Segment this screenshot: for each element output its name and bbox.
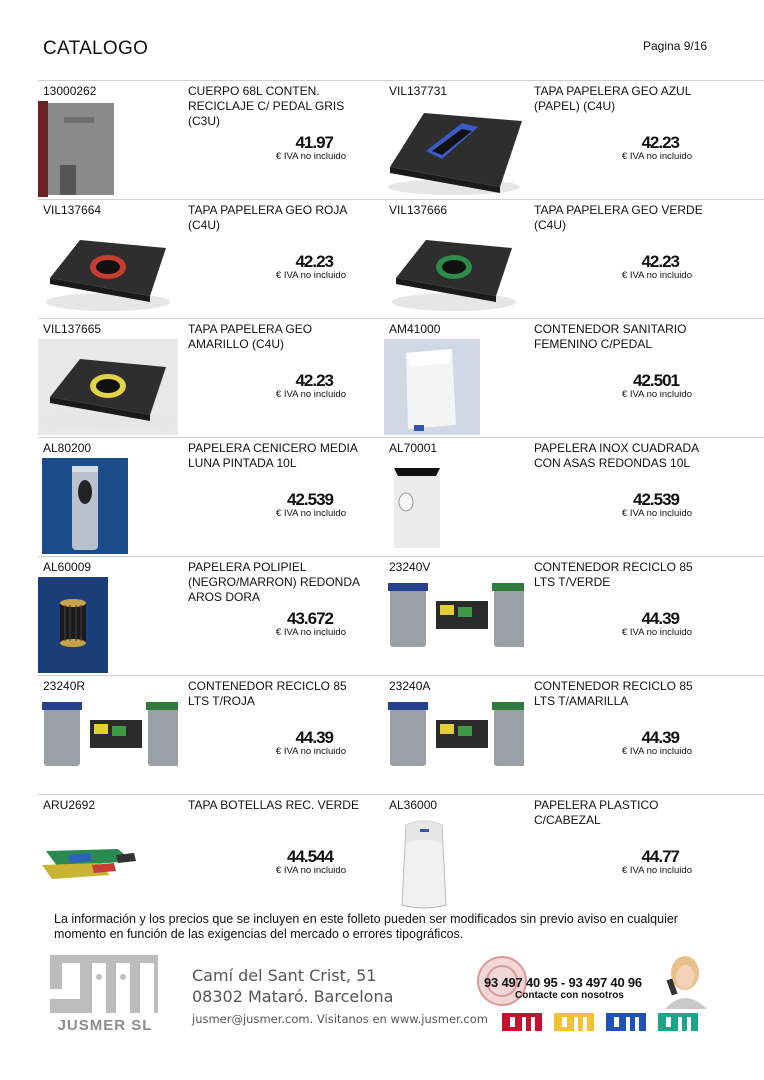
page-number: Pagina 9/16 (643, 39, 708, 53)
address-line-2: 08302 Mataró. Barcelona (192, 987, 394, 1006)
product-row (38, 675, 764, 794)
iva-note: € IVA no incluido (275, 389, 346, 400)
product-code: AL70001 (389, 441, 438, 455)
product-price: 44.77 (641, 847, 679, 866)
product-code: 23240A (389, 679, 431, 693)
product-code: AL36000 (389, 798, 438, 812)
product-code: AL80200 (43, 441, 92, 455)
product-code: 13000262 (43, 84, 97, 98)
product-image (384, 458, 524, 554)
product-price: 42.539 (287, 490, 333, 509)
iva-note: € IVA no incluido (275, 746, 346, 757)
product-description: TAPA PAPELERA GEO VERDE (C4U) (534, 203, 703, 232)
product-code: 23240R (43, 679, 86, 693)
product-image (384, 339, 524, 435)
product-description: CONTENEDOR RECICLO 85 LTS T/AMARILLA (534, 679, 693, 708)
operator-photo (655, 951, 711, 1009)
product-price: 42.501 (633, 371, 679, 390)
product-item (38, 676, 384, 794)
product-description: CONTENEDOR SANITARIO FEMENINO C/PEDAL (534, 322, 687, 351)
product-code: 23240V (389, 560, 431, 574)
product-code: AM41000 (389, 322, 441, 336)
product-price: 44.39 (641, 728, 679, 747)
iva-note: € IVA no incluido (621, 865, 692, 876)
page-title: CATALOGO (43, 38, 149, 59)
iva-note: € IVA no incluido (275, 865, 346, 876)
company-name: JUSMER SL (57, 1017, 153, 1034)
product-price: 42.23 (295, 371, 333, 390)
product-description: TAPA PAPELERA GEO ROJA (C4U) (188, 203, 347, 232)
iva-note: € IVA no incluido (275, 270, 346, 281)
product-description: TAPA BOTELLAS REC. VERDE (188, 798, 359, 812)
product-description: CUERPO 68L CONTEN. RECICLAJE C/ PEDAL GRIS (C3U) (188, 84, 345, 128)
iva-note: € IVA no incluido (621, 627, 692, 638)
contact-label: Contacte con nosotros (515, 990, 624, 1001)
product-item (38, 200, 384, 318)
iva-note: € IVA no incluido (621, 746, 692, 757)
footer (0, 945, 764, 1080)
product-image (384, 696, 524, 792)
product-row (38, 199, 764, 318)
iva-note: € IVA no incluido (621, 389, 692, 400)
product-item (384, 676, 730, 794)
product-image (384, 815, 524, 911)
product-price: 42.23 (295, 252, 333, 271)
product-price: 44.39 (295, 728, 333, 747)
product-row (38, 318, 764, 437)
product-description: CONTENEDOR RECICLO 85 LTS T/ROJA (188, 679, 347, 708)
product-price: 42.539 (633, 490, 679, 509)
product-item (38, 557, 384, 675)
iva-note: € IVA no incluido (275, 627, 346, 638)
product-description: PAPELERA INOX CUADRADA CON ASAS REDONDAS 10L (534, 441, 699, 470)
product-price: 43.672 (287, 609, 333, 628)
product-code: VIL137731 (389, 84, 448, 98)
product-image (384, 577, 524, 673)
address (192, 965, 393, 1007)
iva-note: € IVA no incluido (621, 508, 692, 519)
product-code: VIL137666 (389, 203, 448, 217)
product-row (38, 794, 764, 913)
product-image (38, 101, 178, 197)
iva-note: € IVA no incluido (621, 151, 692, 162)
product-description: TAPA PAPELERA GEO AMARILLO (C4U) (188, 322, 313, 351)
product-item (38, 81, 384, 199)
product-code: VIL137665 (43, 322, 102, 336)
phone-numbers: 93 497 40 95 - 93 497 40 96 (484, 975, 642, 990)
product-description: TAPA PAPELERA GEO AZUL (PAPEL) (C4U) (534, 84, 691, 113)
notice-text: La información y los precios que se incluyen en este folleto pueden ser modificados sin previo aviso en cualquier momento en función de las exigencias del mercado o errores tipográficos. (54, 912, 678, 941)
brand-color-logos (502, 1009, 698, 1033)
product-price: 44.39 (641, 609, 679, 628)
product-image (38, 220, 178, 316)
product-image (38, 339, 178, 435)
product-image (38, 815, 178, 911)
product-price: 44.544 (287, 847, 333, 866)
product-price: 42.23 (641, 133, 679, 152)
product-image (38, 696, 178, 792)
product-code: ARU2692 (43, 798, 96, 812)
product-image (38, 458, 178, 554)
product-price: 41.97 (295, 133, 333, 152)
product-item (384, 438, 730, 556)
address-line-1: Camí del Sant Crist, 51 (192, 966, 377, 985)
product-item (38, 795, 384, 913)
product-image (384, 220, 524, 316)
product-item (384, 319, 730, 437)
product-description: PAPELERA CENICERO MEDIA LUNA PINTADA 10L (188, 441, 358, 470)
product-item (384, 200, 730, 318)
product-price: 42.23 (641, 252, 679, 271)
product-description: PAPELERA POLIPIEL (NEGRO/MARRON) REDONDA AROS DORA (188, 560, 360, 604)
product-description: PAPELERA PLASTICO C/CABEZAL (534, 798, 659, 827)
product-item (38, 438, 384, 556)
product-code: VIL137664 (43, 203, 102, 217)
product-item (384, 557, 730, 675)
email-line: jusmer@jusmer.com. Visitanos en www.jusmer.com (192, 1012, 488, 1026)
product-code: AL60009 (43, 560, 92, 574)
product-grid (38, 80, 764, 913)
product-item (38, 319, 384, 437)
iva-note: € IVA no incluido (275, 151, 346, 162)
iva-note: € IVA no incluido (275, 508, 346, 519)
product-item (384, 795, 730, 913)
product-row (38, 437, 764, 556)
iva-note: € IVA no incluido (621, 270, 692, 281)
product-row (38, 80, 764, 199)
product-image (384, 101, 524, 197)
product-image (38, 577, 178, 673)
product-item (384, 81, 730, 199)
product-row (38, 556, 764, 675)
product-description: CONTENEDOR RECICLO 85 LTS T/VERDE (534, 560, 693, 589)
